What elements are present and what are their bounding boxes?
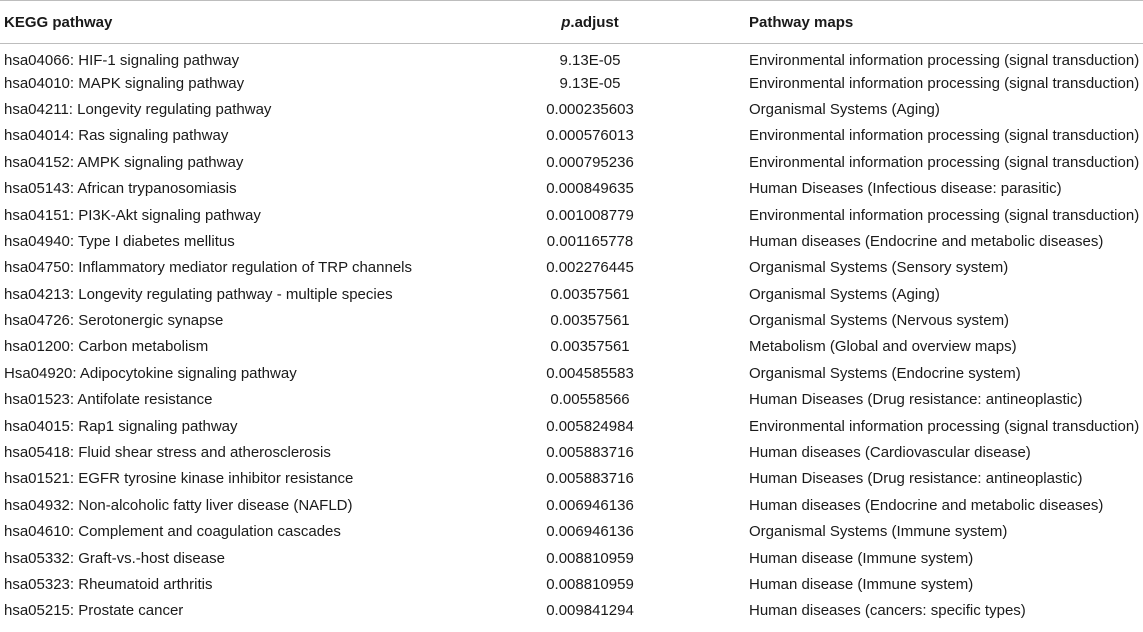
table-row — [0, 545, 1143, 571]
table-row — [0, 466, 1143, 492]
table-row — [0, 439, 1143, 465]
cell-pathway-map: Environmental information processing (signal transduction) — [749, 206, 1140, 224]
cell-pathway-map: Organismal Systems (Endocrine system) — [749, 364, 1021, 382]
cell-kegg-pathway: Hsa04920: Adipocytokine signaling pathway — [4, 364, 297, 382]
header-p-adjust-rest: .adjust — [570, 13, 619, 31]
cell-kegg-pathway: hsa04151: PI3K-Akt signaling pathway — [4, 206, 261, 224]
cell-p-adjust: 0.00357561 — [550, 285, 630, 303]
cell-p-adjust: 0.008810959 — [546, 576, 634, 593]
cell-pathway-map: Environmental information processing (signal transduction) — [749, 153, 1140, 171]
table-row — [0, 149, 1143, 175]
table-row — [0, 70, 1143, 96]
header-pathway-maps: Pathway maps — [749, 13, 854, 31]
cell-kegg-pathway: hsa04211: Longevity regulating pathway — [4, 100, 272, 118]
cell-kegg-pathway: hsa04213: Longevity regulating pathway - multiple species — [4, 285, 393, 303]
cell-p-adjust: 0.006946136 — [546, 496, 634, 514]
cell-kegg-pathway: hsa04750: Inflammatory mediator regulation of TRP channels — [4, 259, 413, 277]
cell-pathway-map: Organismal Systems (Aging) — [749, 285, 940, 303]
cell-pathway-map: Human diseases (Cardiovascular disease) — [749, 444, 1031, 462]
cell-pathway-map: Environmental information processing (signal transduction) — [749, 417, 1140, 435]
cell-pathway-map: Human diseases (Endocrine and metabolic diseases) — [749, 496, 1104, 514]
cell-kegg-pathway: hsa05215: Prostate cancer — [4, 602, 184, 620]
table-row — [0, 96, 1143, 122]
cell-p-adjust: 0.005883716 — [546, 444, 634, 462]
table-row — [0, 123, 1143, 149]
cell-p-adjust: 0.001008779 — [546, 206, 634, 224]
cell-kegg-pathway: hsa04932: Non-alcoholic fatty liver disease (NAFLD) — [4, 496, 353, 514]
cell-pathway-map: Human diseases (Endocrine and metabolic diseases) — [749, 232, 1104, 250]
table-row — [0, 387, 1143, 413]
cell-p-adjust: 0.000795236 — [546, 153, 634, 171]
header-p-adjust — [440, 1, 740, 44]
cell-p-adjust: 0.00357561 — [550, 338, 630, 356]
cell-pathway-map: Organismal Systems (Sensory system) — [749, 259, 1009, 277]
cell-kegg-pathway: hsa04066: HIF-1 signaling pathway — [4, 52, 240, 70]
cell-p-adjust: 0.004585583 — [546, 364, 634, 382]
cell-p-adjust: 0.005883716 — [546, 470, 634, 488]
table-row — [0, 228, 1143, 254]
cell-p-adjust: 0.00558566 — [550, 391, 630, 409]
table-row — [0, 334, 1143, 360]
cell-p-adjust: 0.002276445 — [546, 259, 634, 277]
cell-kegg-pathway: hsa04152: AMPK signaling pathway — [4, 153, 244, 171]
cell-kegg-pathway: hsa04014: Ras signaling pathway — [4, 127, 229, 145]
cell-pathway-map: Human Diseases (Drug resistance: antineoplastic) — [749, 391, 1083, 409]
table-row — [0, 307, 1143, 333]
cell-kegg-pathway: hsa01521: EGFR tyrosine kinase inhibitor resistance — [4, 470, 354, 488]
cell-p-adjust: 0.000235603 — [546, 100, 634, 118]
header-kegg-pathway: KEGG pathway — [4, 13, 113, 31]
cell-pathway-map: Human disease (Immune system) — [749, 549, 974, 567]
header-p-adjust-italic: p — [561, 13, 571, 31]
cell-p-adjust: 0.008810959 — [546, 549, 634, 567]
cell-p-adjust: 0.001165778 — [546, 232, 634, 250]
cell-kegg-pathway: hsa05323: Rheumatoid arthritis — [4, 576, 213, 593]
cell-p-adjust: 0.009841294 — [546, 602, 634, 620]
cell-kegg-pathway: hsa04015: Rap1 signaling pathway — [4, 417, 238, 435]
table-row — [0, 175, 1143, 201]
table-row — [0, 571, 1143, 597]
table-row — [0, 519, 1143, 545]
cell-pathway-map: Organismal Systems (Nervous system) — [749, 312, 1010, 330]
table-body — [0, 44, 1143, 625]
cell-pathway-map: Human diseases (cancers: specific types) — [749, 602, 1026, 620]
cell-pathway-map: Environmental information processing (signal transduction) — [749, 52, 1140, 70]
table-row — [0, 413, 1143, 439]
cell-p-adjust: 0.000849635 — [546, 180, 634, 198]
cell-p-adjust: 0.00357561 — [550, 312, 630, 330]
cell-pathway-map: Human Diseases (Drug resistance: antineoplastic) — [749, 470, 1083, 488]
table-row — [0, 281, 1143, 307]
table-row — [0, 598, 1143, 624]
header-row — [0, 1, 1143, 44]
cell-kegg-pathway: hsa01523: Antifolate resistance — [4, 391, 213, 409]
table-row — [0, 202, 1143, 228]
cell-pathway-map: Organismal Systems (Immune system) — [749, 523, 1008, 541]
cell-kegg-pathway: hsa04940: Type I diabetes mellitus — [4, 232, 235, 250]
cell-kegg-pathway: hsa04726: Serotonergic synapse — [4, 312, 224, 330]
cell-pathway-map: Metabolism (Global and overview maps) — [749, 338, 1017, 356]
cell-p-adjust: 9.13E-05 — [559, 74, 621, 92]
cell-p-adjust: 0.000576013 — [546, 127, 634, 145]
table-row — [0, 44, 1143, 70]
table-row — [0, 255, 1143, 281]
cell-kegg-pathway: hsa04610: Complement and coagulation cascades — [4, 523, 341, 541]
cell-p-adjust: 0.006946136 — [546, 523, 634, 541]
cell-pathway-map: Environmental information processing (signal transduction) — [749, 74, 1140, 92]
table-row — [0, 360, 1143, 386]
cell-kegg-pathway: hsa05418: Fluid shear stress and atherosclerosis — [4, 444, 331, 462]
cell-kegg-pathway: hsa05332: Graft-vs.-host disease — [4, 549, 225, 567]
cell-kegg-pathway: hsa04010: MAPK signaling pathway — [4, 74, 245, 92]
cell-pathway-map: Human Diseases (Infectious disease: parasitic) — [749, 180, 1062, 198]
cell-pathway-map: Human disease (Immune system) — [749, 576, 974, 593]
cell-kegg-pathway: hsa01200: Carbon metabolism — [4, 338, 209, 356]
cell-pathway-map: Organismal Systems (Aging) — [749, 100, 940, 118]
cell-kegg-pathway: hsa05143: African trypanosomiasis — [4, 180, 237, 198]
cell-p-adjust: 0.005824984 — [546, 417, 634, 435]
cell-p-adjust: 9.13E-05 — [559, 52, 621, 70]
table-header — [0, 1, 1143, 44]
cell-pathway-map: Environmental information processing (signal transduction) — [749, 127, 1140, 145]
table-row — [0, 492, 1143, 518]
